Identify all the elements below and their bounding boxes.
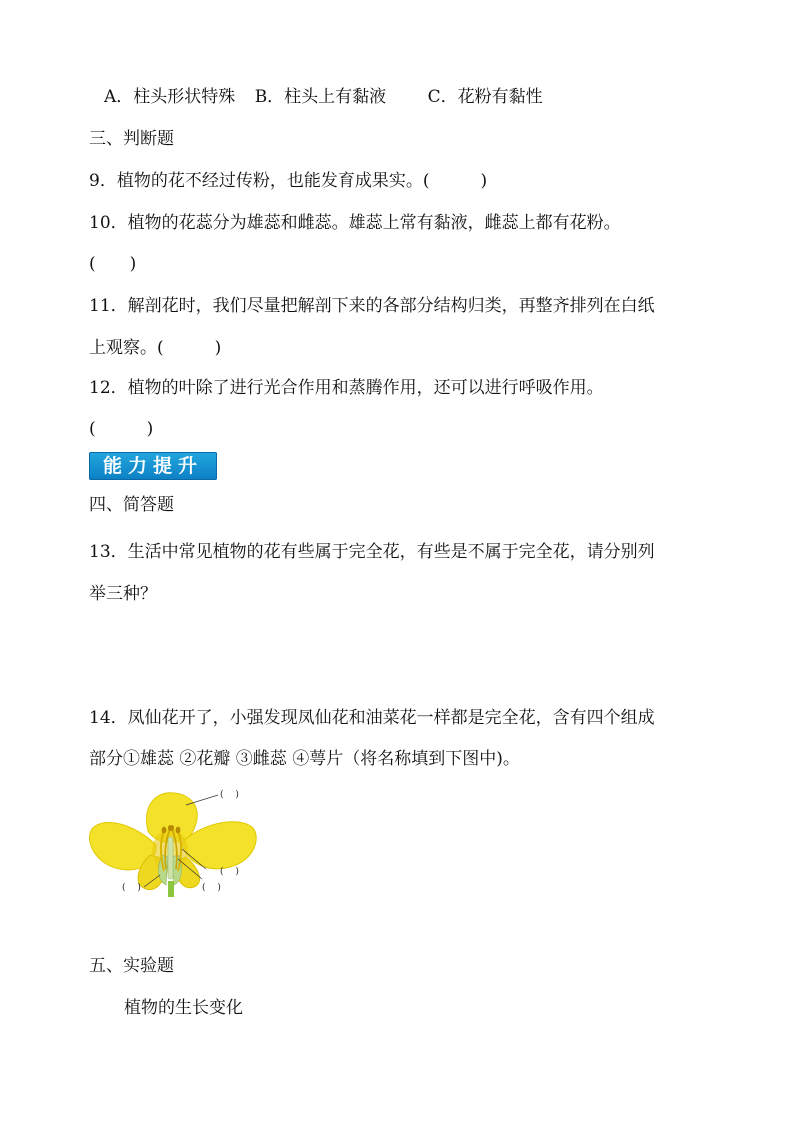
question-14-line-1: 14．凤仙花开了，小强发现凤仙花和油菜花一样都是完全花，含有四个组成 [89,708,655,728]
question-14-line-2: 部分①雄蕊 ②花瓣 ③雌蕊 ④萼片（将名称填到下图中)。 [89,749,520,769]
flower-image [86,785,266,897]
pistil [168,837,173,879]
figure-label-right: ( ) [220,867,239,877]
question-13-line-1: 13．生活中常见植物的花有些属于完全花，有些是不属于完全花，请分别列 [89,542,655,562]
question-13-line-2: 举三种？ [89,584,157,604]
figure-label-top: ( ) [220,790,239,800]
section-3-title: 三、判断题 [89,129,174,149]
question-12-line-2: ( ) [89,419,154,439]
question-10-line-1: 10．植物的花蕊分为雄蕊和雌蕊。雄蕊上常有黏液，雌蕊上都有花粉。 [89,213,621,233]
figure-label-bottom-mid: ( ) [202,883,221,893]
section-4-title: 四、简答题 [89,495,174,515]
question-11-line-2: 上观察。( ) [89,338,222,358]
flower-diagram [86,785,266,897]
section-5-title: 五、实验题 [89,956,174,976]
question-11-line-1: 11．解剖花时，我们尽量把解剖下来的各部分结构归类，再整齐排列在白纸 [89,296,655,316]
figure-label-bottom-left: ( ) [122,883,141,893]
option-c: C．花粉有黏性 [427,87,543,107]
option-b: B．柱头上有黏液 [254,87,387,107]
question-9: 9．植物的花不经过传粉，也能发育成果实。( ) [89,171,488,191]
options-line [104,86,543,108]
option-a: A．柱头形状特殊 [104,87,236,107]
ability-badge: 能力提升 [89,452,217,480]
question-10-line-2: ( ) [89,254,137,274]
question-12-line-1: 12．植物的叶除了进行光合作用和蒸腾作用，还可以进行呼吸作用。 [89,378,604,398]
experiment-subtitle: 植物的生长变化 [124,998,243,1018]
stem [168,881,174,897]
